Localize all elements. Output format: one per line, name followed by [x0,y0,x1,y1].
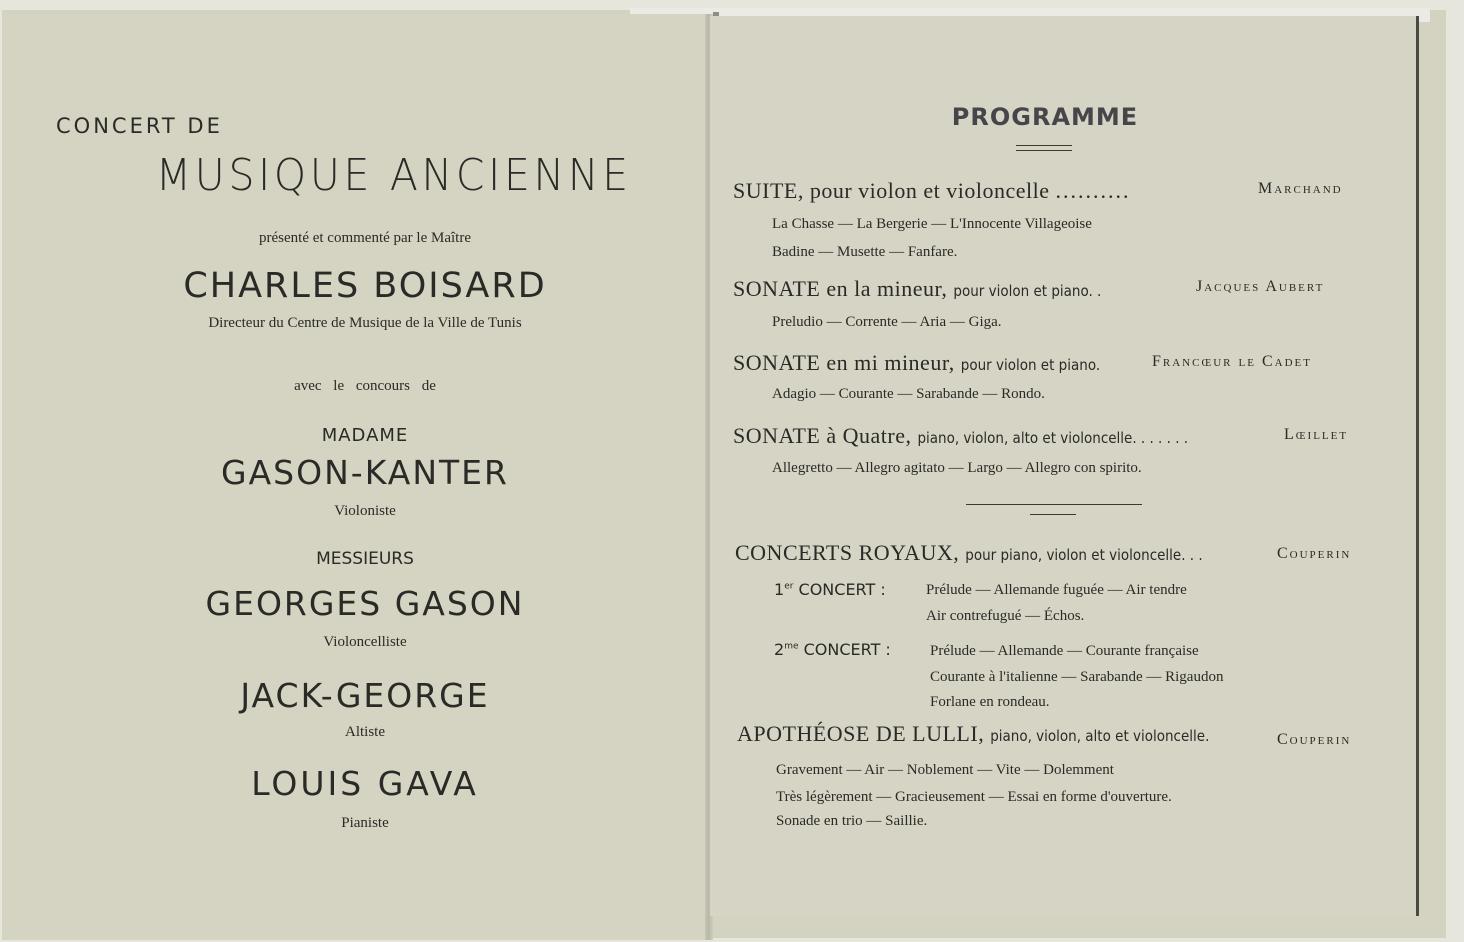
programme-entry-title [733,350,1100,376]
section-divider [966,504,1142,505]
instrumentation-text: pour violon et piano. [960,356,1101,374]
instrumentation-text: piano, violon, alto et violoncelle. . . . . . . [917,429,1189,447]
composer-name: Lœillet [1284,426,1349,443]
page-edge [1416,16,1419,916]
avec-le-concours: avec le concours de [294,378,436,394]
movements-line: Gravement — Air — Noblement — Vite — Dolemment [776,762,1114,778]
movements-line: Prélude — Allemande fuguée — Air tendre [926,582,1187,598]
concert-number-label [774,580,886,599]
composer-name: Francœur le Cadet [1152,353,1312,370]
movements-line: Forlane en rondeau. [930,694,1050,710]
movements-line: Sonade en trio — Saillie. [776,813,928,829]
entry-title-text: SUITE, pour violon et violoncelle [733,178,1050,203]
movements-line: La Chasse — La Bergerie — L'Innocente Villageoise [772,216,1092,232]
programme-title: PROGRAMME [951,103,1139,131]
performer-name: GASON-KANTER [221,453,509,492]
programme-entry-title [735,540,1203,566]
director-title: Directeur du Centre de Musique de la Ville de Tunis [208,315,522,331]
presented-by-line: présenté et commenté par le Maître [259,230,471,246]
concert-number-suffix: me [784,641,799,652]
composer-name: Couperin [1277,545,1352,562]
programme-entry-title [733,276,1101,302]
director-name: CHARLES BOISARD [183,266,547,306]
concert-label-text: CONCERT : [803,640,891,659]
performer-name: LOUIS GAVA [251,764,479,803]
performer-name: JACK-GEORGE [240,676,490,715]
concert-number-label [774,640,891,659]
composer-name: Marchand [1258,180,1343,197]
performer-role: Violoncelliste [323,634,407,650]
movements-line: Très légèrement — Gracieusement — Essai en forme d'ouverture. [776,789,1172,805]
title-rule [1016,150,1072,151]
entry-title-text: SONATE en mi mineur, [733,350,955,375]
programme-entry-title [733,423,1188,449]
programme-entry-title [737,721,1209,747]
composer-name: Jacques Aubert [1196,278,1325,295]
entry-title-text: APOTHÉOSE DE LULLI, [737,721,985,746]
performer-name: GEORGES GASON [205,584,525,623]
concert-number-suffix: er [784,581,794,592]
leader-dots: .......... [1055,178,1131,203]
movements-line: Courante à l'italienne — Sarabande — Rigaudon [930,669,1224,685]
title-rule [1016,145,1072,146]
movements-line: Badine — Musette — Fanfare. [772,244,958,260]
movements-line: Prélude — Allemande — Courante française [930,643,1199,659]
instrumentation-text: pour violon et piano. . [953,282,1102,300]
concert-number: 2 [774,640,785,659]
programme-entry-title [733,178,1131,204]
section-divider-short [1030,514,1076,515]
performer-prefix-madame: MADAME [321,425,409,446]
movements-line: Adagio — Courante — Sarabande — Rondo. [772,386,1045,402]
instrumentation-text: piano, violon, alto et violoncelle. [990,727,1210,745]
concert-title: MUSIQUE ANCIENNE [155,150,632,201]
concert-number: 1 [774,580,785,599]
movements-line: Preludio — Corrente — Aria — Giga. [772,314,1002,330]
entry-title-text: CONCERTS ROYAUX, [735,540,960,565]
performer-role: Altiste [345,724,385,740]
entry-title-text: SONATE en la mineur, [733,276,948,301]
performer-role: Pianiste [341,815,389,831]
composer-name: Couperin [1277,731,1352,748]
movements-line: Allegretto — Allegro agitato — Largo — Allegro con spirito. [772,460,1142,476]
entry-title-text: SONATE à Quatre, [733,423,912,448]
performer-role: Violoniste [334,503,396,519]
performer-prefix-messieurs: MESSIEURS [316,549,414,569]
movements-line: Air contrefugué — Échos. [926,608,1085,624]
instrumentation-text: pour piano, violon et violoncelle. . . [965,546,1203,564]
concert-label-text: CONCERT : [798,580,886,599]
concert-de-heading: CONCERT DE [56,114,223,138]
